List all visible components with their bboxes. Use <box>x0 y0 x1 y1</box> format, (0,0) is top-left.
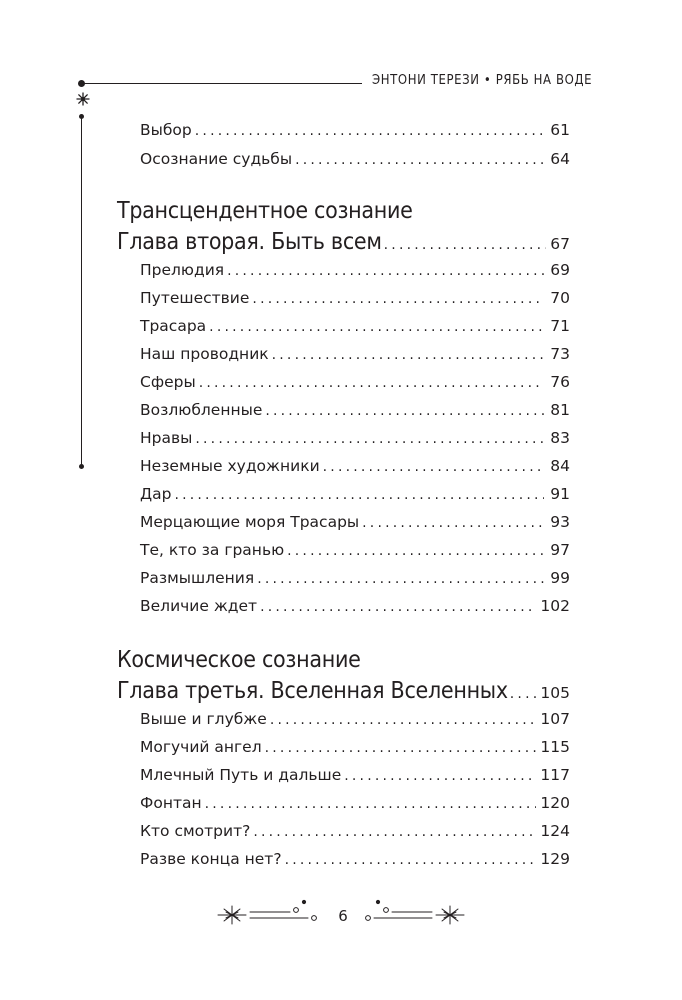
toc-entry-page: 102 <box>540 597 570 615</box>
toc-entry-label: Неземные художники <box>140 457 320 475</box>
toc-entry[interactable] <box>140 820 570 842</box>
toc-entry-page: 61 <box>550 121 570 139</box>
dot-leader <box>295 149 544 171</box>
chapter-entry[interactable] <box>117 676 570 706</box>
toc-entry[interactable] <box>140 708 570 730</box>
toc-entry[interactable] <box>140 371 570 393</box>
dot-leader <box>174 484 544 506</box>
toc-entry[interactable] <box>140 119 570 141</box>
chapter-page: 105 <box>540 684 570 702</box>
toc-entry-label: Сферы <box>140 373 196 391</box>
toc-entry-label: Путешествие <box>140 289 250 307</box>
chapter-entry[interactable] <box>117 227 570 257</box>
toc-entry[interactable] <box>140 259 570 281</box>
dot-leader <box>323 456 544 478</box>
toc-entry-label: Млечный Путь и дальше <box>140 766 342 784</box>
toc-entry-page: 70 <box>550 289 570 307</box>
toc-entry-label: Разве конца нет? <box>140 850 282 868</box>
chapter-page: 67 <box>550 235 570 253</box>
dot-leader <box>195 428 544 450</box>
toc-entry-label: Осознание судьбы <box>140 150 293 168</box>
dot-leader <box>227 260 544 282</box>
toc-entry-label: Нравы <box>140 429 193 447</box>
dot-leader <box>265 400 544 422</box>
dot-leader <box>209 316 544 338</box>
toc-entry-label: Возлюбленные <box>140 401 263 419</box>
chapter-label: Глава вторая. Быть всем <box>117 229 382 255</box>
toc-entry-label: Величие ждет <box>140 597 258 615</box>
toc-entry-page: 115 <box>540 738 570 756</box>
toc-entry[interactable] <box>140 399 570 421</box>
toc-entry-page: 107 <box>540 710 570 728</box>
toc-entry-page: 117 <box>540 766 570 784</box>
toc-entry-page: 69 <box>550 261 570 279</box>
dot-leader <box>384 237 547 253</box>
toc-entry[interactable] <box>140 764 570 786</box>
dot-leader <box>344 765 536 787</box>
toc-entry[interactable] <box>140 427 570 449</box>
toc-entry[interactable] <box>140 483 570 505</box>
toc-entry-label: Дар <box>140 485 172 503</box>
toc-entry-page: 120 <box>540 794 570 812</box>
section-title: Трансцендентное сознание <box>117 198 413 224</box>
toc-entry[interactable] <box>140 848 570 870</box>
chapter-label: Глава третья. Вселенная Вселенных <box>117 678 508 704</box>
toc-entry[interactable] <box>140 567 570 589</box>
toc-entry-label: Выбор <box>140 121 192 139</box>
toc-entry-label: Наш проводник <box>140 345 269 363</box>
section-title: Космическое сознание <box>117 647 361 673</box>
left-starburst-icon <box>218 906 246 924</box>
toc-entry[interactable] <box>140 287 570 309</box>
toc-entry-label: Фонтан <box>140 794 202 812</box>
toc-entry-label: Кто смотрит? <box>140 822 251 840</box>
toc-entry-label: Трасара <box>140 317 207 335</box>
toc-entry-page: 73 <box>550 345 570 363</box>
toc-entry[interactable] <box>140 315 570 337</box>
toc-entry[interactable] <box>140 792 570 814</box>
dot-leader <box>285 849 537 871</box>
dot-leader <box>205 793 537 815</box>
toc-entry-page: 71 <box>550 317 570 335</box>
dot-leader <box>199 372 544 394</box>
dot-leader <box>287 540 544 562</box>
toc-entry-page: 81 <box>550 401 570 419</box>
right-starburst-icon <box>436 906 464 924</box>
toc-entry[interactable] <box>140 511 570 533</box>
dot-leader <box>253 821 536 843</box>
toc-entry-page: 84 <box>550 457 570 475</box>
toc-entry-label: Выше и глубже <box>140 710 267 728</box>
toc-entry[interactable] <box>140 148 570 170</box>
toc-entry[interactable] <box>140 595 570 617</box>
toc-entry-page: 93 <box>550 513 570 531</box>
toc-entry[interactable] <box>140 455 570 477</box>
toc-entry-page: 83 <box>550 429 570 447</box>
dot-leader <box>510 686 537 702</box>
toc-entry-page: 97 <box>550 541 570 559</box>
toc-entry[interactable] <box>140 736 570 758</box>
dot-leader <box>265 737 537 759</box>
toc-entry[interactable] <box>140 539 570 561</box>
dot-leader <box>270 709 537 731</box>
toc-entry-page: 76 <box>550 373 570 391</box>
toc-entry-page: 64 <box>550 150 570 168</box>
dot-leader <box>260 596 536 618</box>
dot-leader <box>257 568 544 590</box>
toc-entry-page: 91 <box>550 485 570 503</box>
page-number: 6 <box>338 907 348 925</box>
toc-entry-label: Те, кто за гранью <box>140 541 285 559</box>
dot-leader <box>195 120 544 142</box>
toc-entry-label: Размышления <box>140 569 255 587</box>
toc-entry-label: Прелюдия <box>140 261 225 279</box>
toc-entry-label: Мерцающие моря Трасары <box>140 513 360 531</box>
dot-leader <box>252 288 544 310</box>
toc-entry-page: 124 <box>540 822 570 840</box>
toc-entry[interactable] <box>140 343 570 365</box>
dot-leader <box>272 344 544 366</box>
toc-entry-page: 99 <box>550 569 570 587</box>
toc-entry-page: 129 <box>540 850 570 868</box>
toc-entry-label: Могучий ангел <box>140 738 262 756</box>
dot-leader <box>362 512 544 534</box>
running-header: ЭНТОНИ ТЕРЕЗИ • РЯБЬ НА ВОДЕ <box>372 73 593 88</box>
